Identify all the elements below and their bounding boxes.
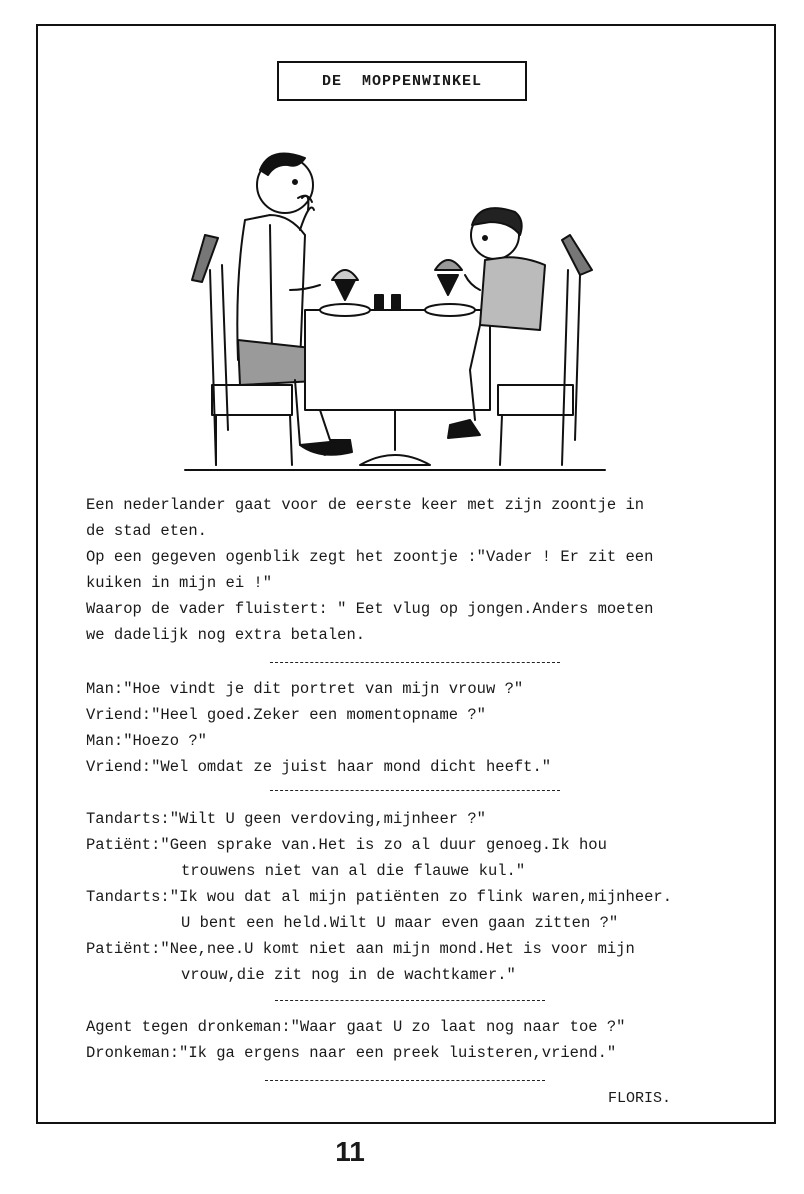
joke-2: [86, 676, 776, 780]
joke-3-line: vrouw,die zit nog in de wachtkamer.": [181, 966, 516, 984]
joke-3-line: Patiënt:"Nee,nee.U komt niet aan mijn mond.Het is voor mijn: [86, 940, 635, 958]
joke-3-line: Tandarts:"Wilt U geen verdoving,mijnheer ?": [86, 810, 486, 828]
restaurant-illustration: [180, 140, 610, 480]
joke-2-line: Vriend:"Heel goed.Zeker een momentopname ?": [86, 706, 486, 724]
joke-2-line: Vriend:"Wel omdat ze juist haar mond dicht heeft.": [86, 758, 552, 776]
page-number: 11: [335, 1136, 365, 1167]
joke-1: [86, 492, 776, 648]
joke-3-line: Patiënt:"Geen sprake van.Het is zo al duur genoeg.Ik hou: [86, 836, 607, 854]
joke-4-line: Agent tegen dronkeman:"Waar gaat U zo laat nog naar toe ?": [86, 1018, 626, 1036]
joke-4-line: Dronkeman:"Ik ga ergens naar een preek luisteren,vriend.": [86, 1044, 617, 1062]
joke-1-line: kuiken in mijn ei !": [86, 574, 273, 592]
joke-1-line: de stad eten.: [86, 522, 207, 540]
joke-3-line: Tandarts:"Ik wou dat al mijn patiënten zo flink waren,mijnheer.: [86, 888, 672, 906]
title-box: [277, 61, 527, 101]
separator: [270, 662, 560, 663]
joke-1-line: we dadelijk nog extra betalen.: [86, 626, 366, 644]
joke-2-line: Man:"Hoe vindt je dit portret van mijn vrouw ?": [86, 680, 524, 698]
separator: [265, 1080, 545, 1081]
joke-4: [86, 1014, 776, 1066]
author-signature: FLORIS.: [608, 1090, 672, 1107]
separator: [275, 1000, 545, 1001]
joke-1-line: Een nederlander gaat voor de eerste keer met zijn zoontje in: [86, 496, 645, 514]
joke-1-line: Op een gegeven ogenblik zegt het zoontje :"Vader ! Er zit een: [86, 548, 654, 566]
joke-3-line: U bent een held.Wilt U maar even gaan zitten ?": [181, 914, 619, 932]
joke-3: [86, 806, 776, 988]
separator: [270, 790, 560, 791]
joke-3-line: trouwens niet van al die flauwe kul.": [181, 862, 526, 880]
page-title: DE MOPPENWINKEL: [321, 72, 483, 90]
joke-2-line: Man:"Hoezo ?": [86, 732, 207, 750]
joke-1-line: Waarop de vader fluistert: " Eet vlug op jongen.Anders moeten: [86, 600, 654, 618]
